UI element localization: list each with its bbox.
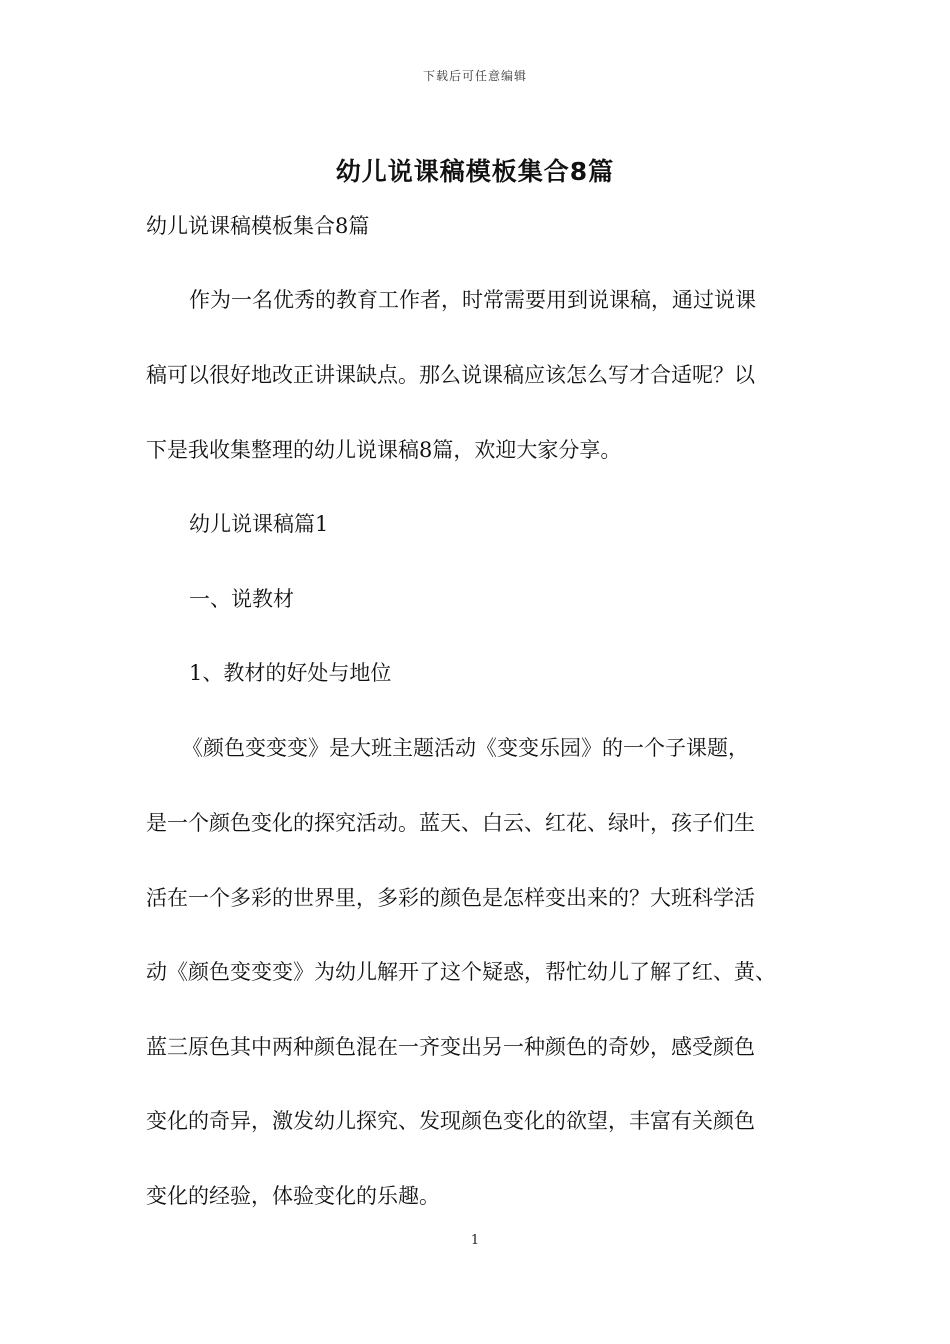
section-heading: 幼儿说课稿篇1 [189,512,329,536]
paragraph-line: 变化的奇异，激发幼儿探究、发现颜色变化的欲望，丰富有关颜色 [146,1109,755,1133]
document-title: 幼儿说课稿模板集合8篇 [335,157,615,186]
subsection-heading: 1、教材的好处与地位 [189,661,392,685]
page-number: 1 [470,1233,480,1248]
paragraph-line: 动《颜色变变变》为幼儿解开了这个疑惑，帮忙幼儿了解了红、黄、 [146,960,776,984]
paragraph-line: 蓝三原色其中两种颜色混在一齐变出另一种颜色的奇妙，感受颜色 [146,1035,755,1059]
paragraph-line: 《颜色变变变》是大班主题活动《变变乐园》的一个子课题， [182,736,749,760]
paragraph-line: 变化的经验，体验变化的乐趣。 [146,1184,440,1208]
paragraph-line: 下是我收集整理的幼儿说课稿8篇，欢迎大家分享。 [146,438,622,462]
subtitle-line: 幼儿说课稿模板集合8篇 [146,214,370,238]
paragraph-line: 活在一个多彩的世界里，多彩的颜色是怎样变出来的？大班科学活 [146,886,755,910]
paragraph-line: 稿可以很好地改正讲课缺点。那么说课稿应该怎么写才合适呢？以 [146,363,755,387]
paragraph-line: 作为一名优秀的教育工作者，时常需要用到说课稿，通过说课 [189,288,756,312]
header-note: 下载后可任意编辑 [422,69,527,83]
paragraph-line: 是一个颜色变化的探究活动。蓝天、白云、红花、绿叶，孩子们生 [146,811,755,835]
subsection-heading: 一、说教材 [189,587,294,611]
